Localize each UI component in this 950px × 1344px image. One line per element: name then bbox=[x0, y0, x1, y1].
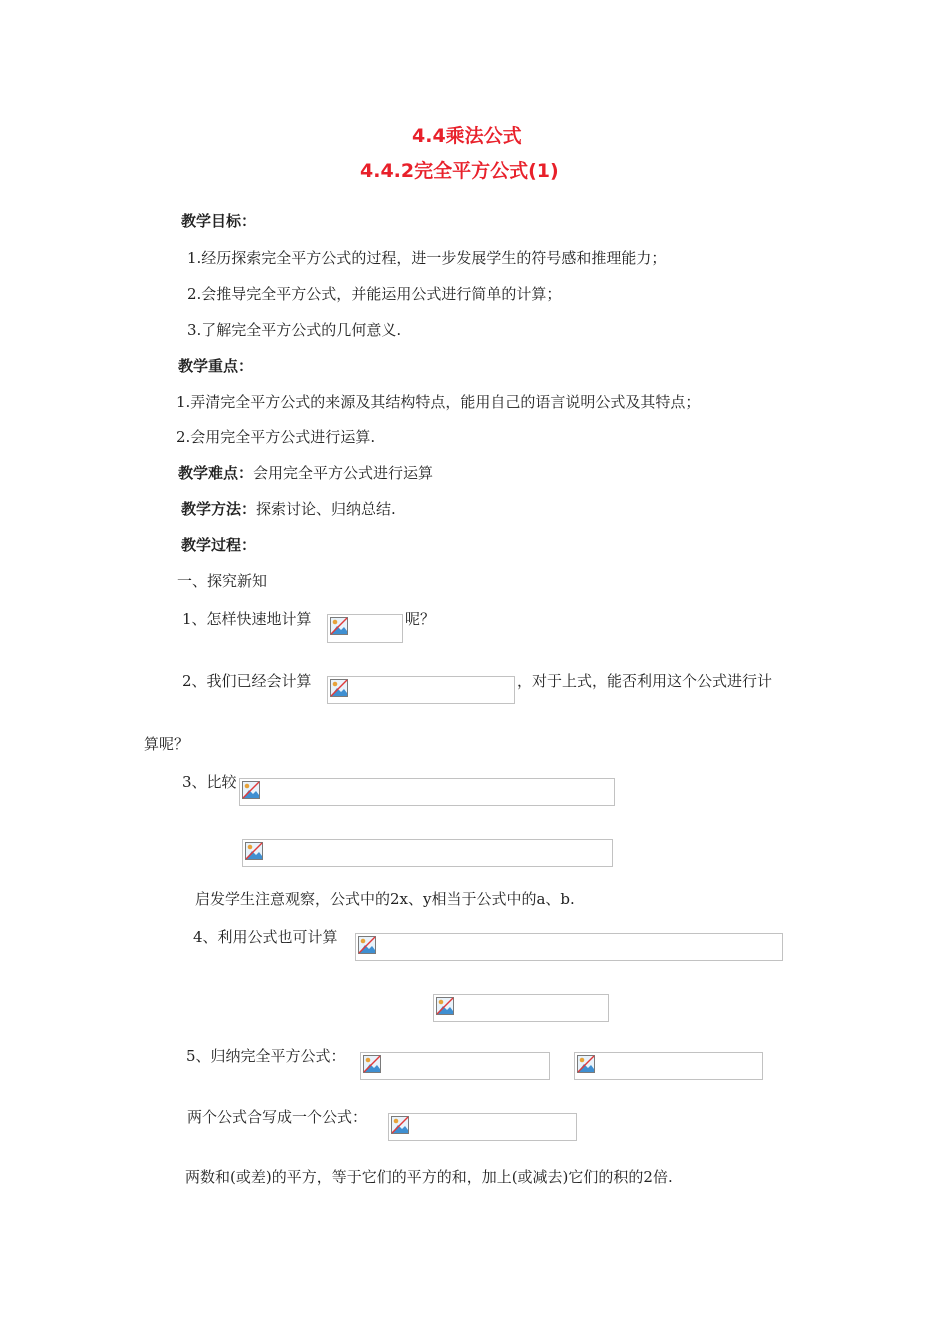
page-title: 4.4乘法公式 bbox=[412, 125, 522, 147]
formula-image bbox=[433, 994, 609, 1022]
question-1-text: 1、怎样快速地计算 bbox=[182, 610, 312, 628]
hint-text: 启发学生注意观察，公式中的2x、y相当于公式中的a、b. bbox=[195, 890, 575, 908]
formula-image bbox=[327, 614, 403, 643]
difficulty-text: 会用完全平方公式进行运算 bbox=[253, 464, 434, 482]
question-5-text: 5、归纳完全平方公式： bbox=[186, 1047, 346, 1065]
formula-image bbox=[242, 839, 613, 867]
broken-image-icon bbox=[577, 1055, 595, 1073]
broken-image-icon bbox=[436, 997, 454, 1015]
page-subtitle: 4.4.2完全平方公式(1) bbox=[360, 160, 559, 182]
key-point-item: 1.弄清完全平方公式的来源及其结构特点，能用自己的语言说明公式及其特点； bbox=[176, 393, 701, 411]
section-heading: 一、探究新知 bbox=[177, 572, 268, 590]
question-2-text: 2、我们已经会计算 bbox=[182, 672, 312, 690]
method-line bbox=[181, 502, 396, 517]
key-point-item: 2.会用完全平方公式进行运算. bbox=[176, 428, 376, 446]
broken-image-icon bbox=[330, 679, 348, 697]
process-heading: 教学过程： bbox=[181, 536, 257, 554]
formula-image bbox=[327, 676, 515, 704]
broken-image-icon bbox=[391, 1116, 409, 1134]
method-label: 教学方法： bbox=[181, 500, 257, 518]
objective-item: 1.经历探索完全平方公式的过程，进一步发展学生的符号感和推理能力； bbox=[187, 249, 667, 267]
broken-image-icon bbox=[245, 842, 263, 860]
broken-image-icon bbox=[330, 617, 348, 635]
objective-item: 3.了解完全平方公式的几何意义. bbox=[187, 321, 402, 339]
difficulty-line bbox=[178, 466, 433, 481]
broken-image-icon bbox=[358, 936, 376, 954]
question-2-continuation: 算呢？ bbox=[144, 735, 190, 753]
objective-item: 2.会推导完全平方公式，并能运用公式进行简单的计算； bbox=[187, 285, 562, 303]
key-points-heading: 教学重点： bbox=[178, 357, 254, 375]
formula-image bbox=[239, 778, 615, 806]
question-1-suffix: 呢？ bbox=[405, 610, 436, 628]
combined-formula-text: 两个公式合写成一个公式： bbox=[187, 1108, 368, 1126]
question-2-suffix: ，对于上式，能否利用这个公式进行计 bbox=[517, 672, 773, 690]
broken-image-icon bbox=[363, 1055, 381, 1073]
objectives-heading: 教学目标： bbox=[181, 212, 257, 230]
broken-image-icon bbox=[242, 781, 260, 799]
conclusion-text: 两数和(或差)的平方，等于它们的平方的和，加上(或减去)它们的积的2倍. bbox=[185, 1168, 673, 1186]
question-4-text: 4、利用公式也可计算 bbox=[193, 928, 338, 946]
formula-image bbox=[388, 1113, 577, 1141]
question-3-text: 3、比较 bbox=[182, 773, 237, 791]
difficulty-label: 教学难点： bbox=[178, 464, 254, 482]
formula-image bbox=[574, 1052, 763, 1080]
method-text: 探索讨论、归纳总结. bbox=[256, 500, 396, 518]
formula-image bbox=[360, 1052, 550, 1080]
formula-image bbox=[355, 933, 783, 961]
